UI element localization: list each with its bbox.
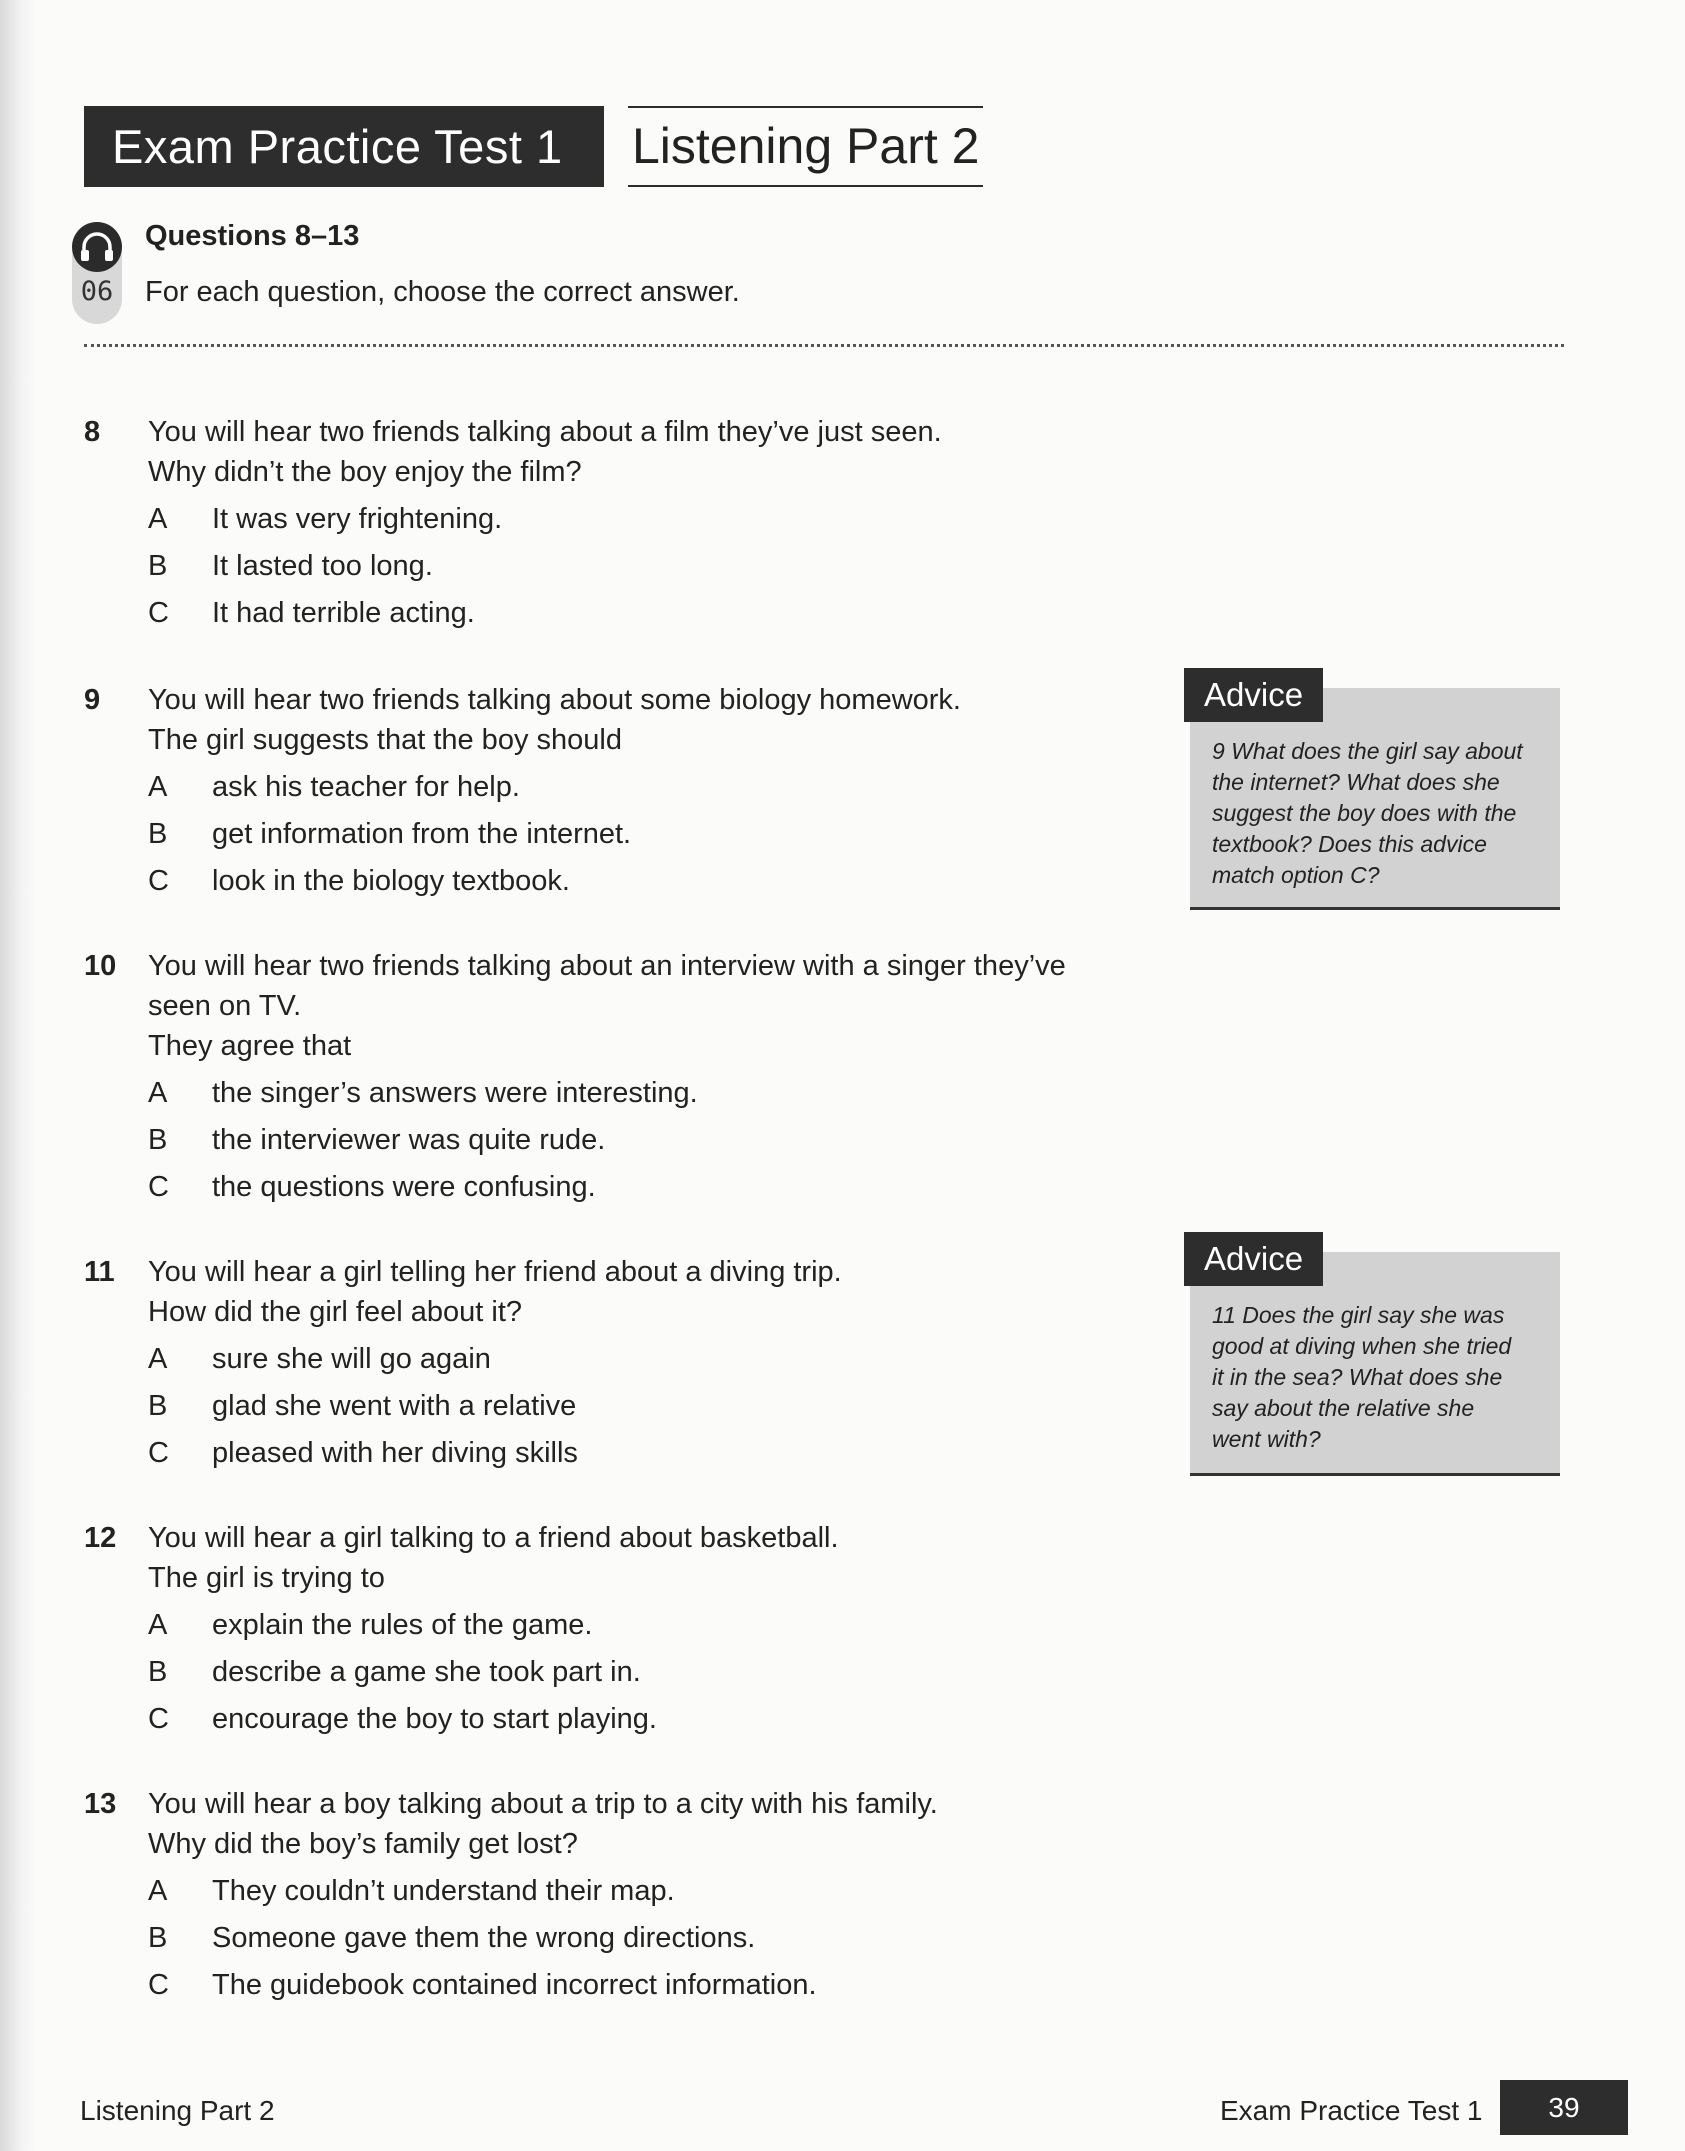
question-stem-line: They agree that bbox=[148, 1030, 352, 1062]
option-letter: A bbox=[148, 1343, 168, 1375]
option-a bbox=[148, 1605, 1084, 1645]
question-stem-line: Why didn’t the boy enjoy the film? bbox=[148, 456, 582, 488]
option-text: The guidebook contained incorrect information. bbox=[212, 1969, 817, 2001]
option-letter: C bbox=[148, 1437, 169, 1469]
question-stem-line: seen on TV. bbox=[148, 990, 302, 1022]
footer-test-label: Exam Practice Test 1 bbox=[1220, 2095, 1483, 2126]
option-b bbox=[148, 1386, 1084, 1426]
advice-line: it in the sea? What does she bbox=[1212, 1364, 1503, 1390]
option-letter: C bbox=[148, 865, 169, 897]
page-number: 39 bbox=[1500, 2080, 1628, 2135]
advice-body bbox=[1212, 736, 1538, 891]
advice-box-q9 bbox=[1190, 676, 1560, 910]
option-c bbox=[148, 1167, 1084, 1207]
advice-line: went with? bbox=[1212, 1426, 1321, 1452]
option-text: look in the biology textbook. bbox=[212, 865, 570, 897]
question-stem-line: The girl is trying to bbox=[148, 1562, 385, 1594]
question-9 bbox=[84, 680, 1084, 901]
option-text: They couldn’t understand their map. bbox=[212, 1875, 675, 1907]
dotted-divider bbox=[84, 344, 1564, 347]
option-letter: C bbox=[148, 1703, 169, 1735]
question-stem-line: How did the girl feel about it? bbox=[148, 1296, 522, 1328]
question-11 bbox=[84, 1252, 1084, 1473]
option-text: It was very frightening. bbox=[212, 503, 503, 535]
option-text: sure she will go again bbox=[212, 1343, 491, 1375]
option-text: ask his teacher for help. bbox=[212, 771, 520, 803]
option-text: It lasted too long. bbox=[212, 550, 433, 582]
advice-line: say about the relative she bbox=[1212, 1395, 1475, 1421]
option-c bbox=[148, 593, 1084, 633]
question-8 bbox=[84, 412, 1084, 633]
questions-range: Questions 8–13 bbox=[145, 220, 360, 252]
advice-box-q11 bbox=[1190, 1240, 1560, 1476]
option-text: glad she went with a relative bbox=[212, 1390, 577, 1422]
page-edge-shadow bbox=[0, 0, 36, 2151]
question-stem-line: Why did the boy’s family get lost? bbox=[148, 1828, 578, 1860]
option-letter: B bbox=[148, 550, 168, 582]
option-a bbox=[148, 1339, 1084, 1379]
option-b bbox=[148, 814, 1084, 854]
option-b bbox=[148, 1652, 1084, 1692]
question-stem-line: You will hear two friends talking about some biology homework. bbox=[148, 684, 961, 716]
advice-label: Advice bbox=[1184, 1232, 1323, 1286]
advice-line: the internet? What does she bbox=[1212, 769, 1500, 795]
option-letter: A bbox=[148, 1875, 168, 1907]
test-title-banner bbox=[84, 106, 604, 187]
advice-line: good at diving when she tried bbox=[1212, 1333, 1512, 1359]
question-12 bbox=[84, 1518, 1084, 1739]
option-b bbox=[148, 1120, 1084, 1160]
option-letter: A bbox=[148, 771, 168, 803]
option-c bbox=[148, 1699, 1084, 1739]
option-letter: A bbox=[148, 1609, 168, 1641]
option-letter: C bbox=[148, 1171, 169, 1203]
option-b bbox=[148, 1918, 1084, 1958]
advice-body bbox=[1212, 1300, 1538, 1455]
option-letter: C bbox=[148, 597, 169, 629]
question-number: 13 bbox=[84, 1788, 117, 1820]
option-letter: A bbox=[148, 503, 168, 535]
option-text: encourage the boy to start playing. bbox=[212, 1703, 657, 1735]
option-b bbox=[148, 546, 1084, 586]
option-text: pleased with her diving skills bbox=[212, 1437, 578, 1469]
question-number: 9 bbox=[84, 684, 101, 716]
option-c bbox=[148, 861, 1084, 901]
option-letter: B bbox=[148, 1922, 168, 1954]
option-text: Someone gave them the wrong directions. bbox=[212, 1922, 756, 1954]
question-stem-line: You will hear a girl telling her friend about a diving trip. bbox=[148, 1256, 842, 1288]
option-text: get information from the internet. bbox=[212, 818, 632, 850]
option-text: explain the rules of the game. bbox=[212, 1609, 593, 1641]
option-text: describe a game she took part in. bbox=[212, 1656, 641, 1688]
option-text: the interviewer was quite rude. bbox=[212, 1124, 606, 1156]
question-stem-line: You will hear a boy talking about a trip to a city with his family. bbox=[148, 1788, 938, 1820]
question-stem-line: The girl suggests that the boy should bbox=[148, 724, 622, 756]
question-number: 10 bbox=[84, 950, 117, 982]
advice-line: 9 What does the girl say about bbox=[1212, 738, 1523, 764]
part-title: Listening Part 2 bbox=[628, 106, 983, 187]
option-text: the singer’s answers were interesting. bbox=[212, 1077, 698, 1109]
advice-label: Advice bbox=[1184, 668, 1323, 722]
question-stem-line: You will hear a girl talking to a friend about basketball. bbox=[148, 1522, 839, 1554]
instruction-text: For each question, choose the correct answer. bbox=[145, 276, 740, 308]
option-letter: C bbox=[148, 1969, 169, 2001]
advice-line: suggest the boy does with the bbox=[1212, 800, 1517, 826]
footer-section-label: Listening Part 2 bbox=[80, 2095, 275, 2126]
option-letter: A bbox=[148, 1077, 168, 1109]
question-13 bbox=[84, 1784, 1084, 2005]
option-letter: B bbox=[148, 1656, 168, 1688]
question-number: 12 bbox=[84, 1522, 117, 1554]
option-text: the questions were confusing. bbox=[212, 1171, 596, 1203]
option-letter: B bbox=[148, 1390, 168, 1422]
option-c bbox=[148, 1433, 1084, 1473]
test-title: Exam Practice Test 1 bbox=[112, 120, 563, 173]
option-a bbox=[148, 1871, 1084, 1911]
option-a bbox=[148, 767, 1084, 807]
headphones-icon bbox=[72, 222, 122, 272]
option-text: It had terrible acting. bbox=[212, 597, 475, 629]
option-a bbox=[148, 1073, 1084, 1113]
audio-track-number: 06 bbox=[80, 276, 114, 307]
question-10 bbox=[84, 946, 1084, 1207]
question-stem-line: You will hear two friends talking about a film they’ve just seen. bbox=[148, 416, 942, 448]
question-stem-line: You will hear two friends talking about an interview with a singer they’ve bbox=[148, 950, 1066, 982]
option-c bbox=[148, 1965, 1084, 2005]
advice-line: 11 Does the girl say she was bbox=[1212, 1302, 1505, 1328]
option-a bbox=[148, 499, 1084, 539]
advice-line: match option C? bbox=[1212, 862, 1380, 888]
question-number: 11 bbox=[84, 1256, 115, 1288]
question-number: 8 bbox=[84, 416, 101, 448]
option-letter: B bbox=[148, 818, 168, 850]
advice-line: textbook? Does this advice bbox=[1212, 831, 1487, 857]
option-letter: B bbox=[148, 1124, 168, 1156]
